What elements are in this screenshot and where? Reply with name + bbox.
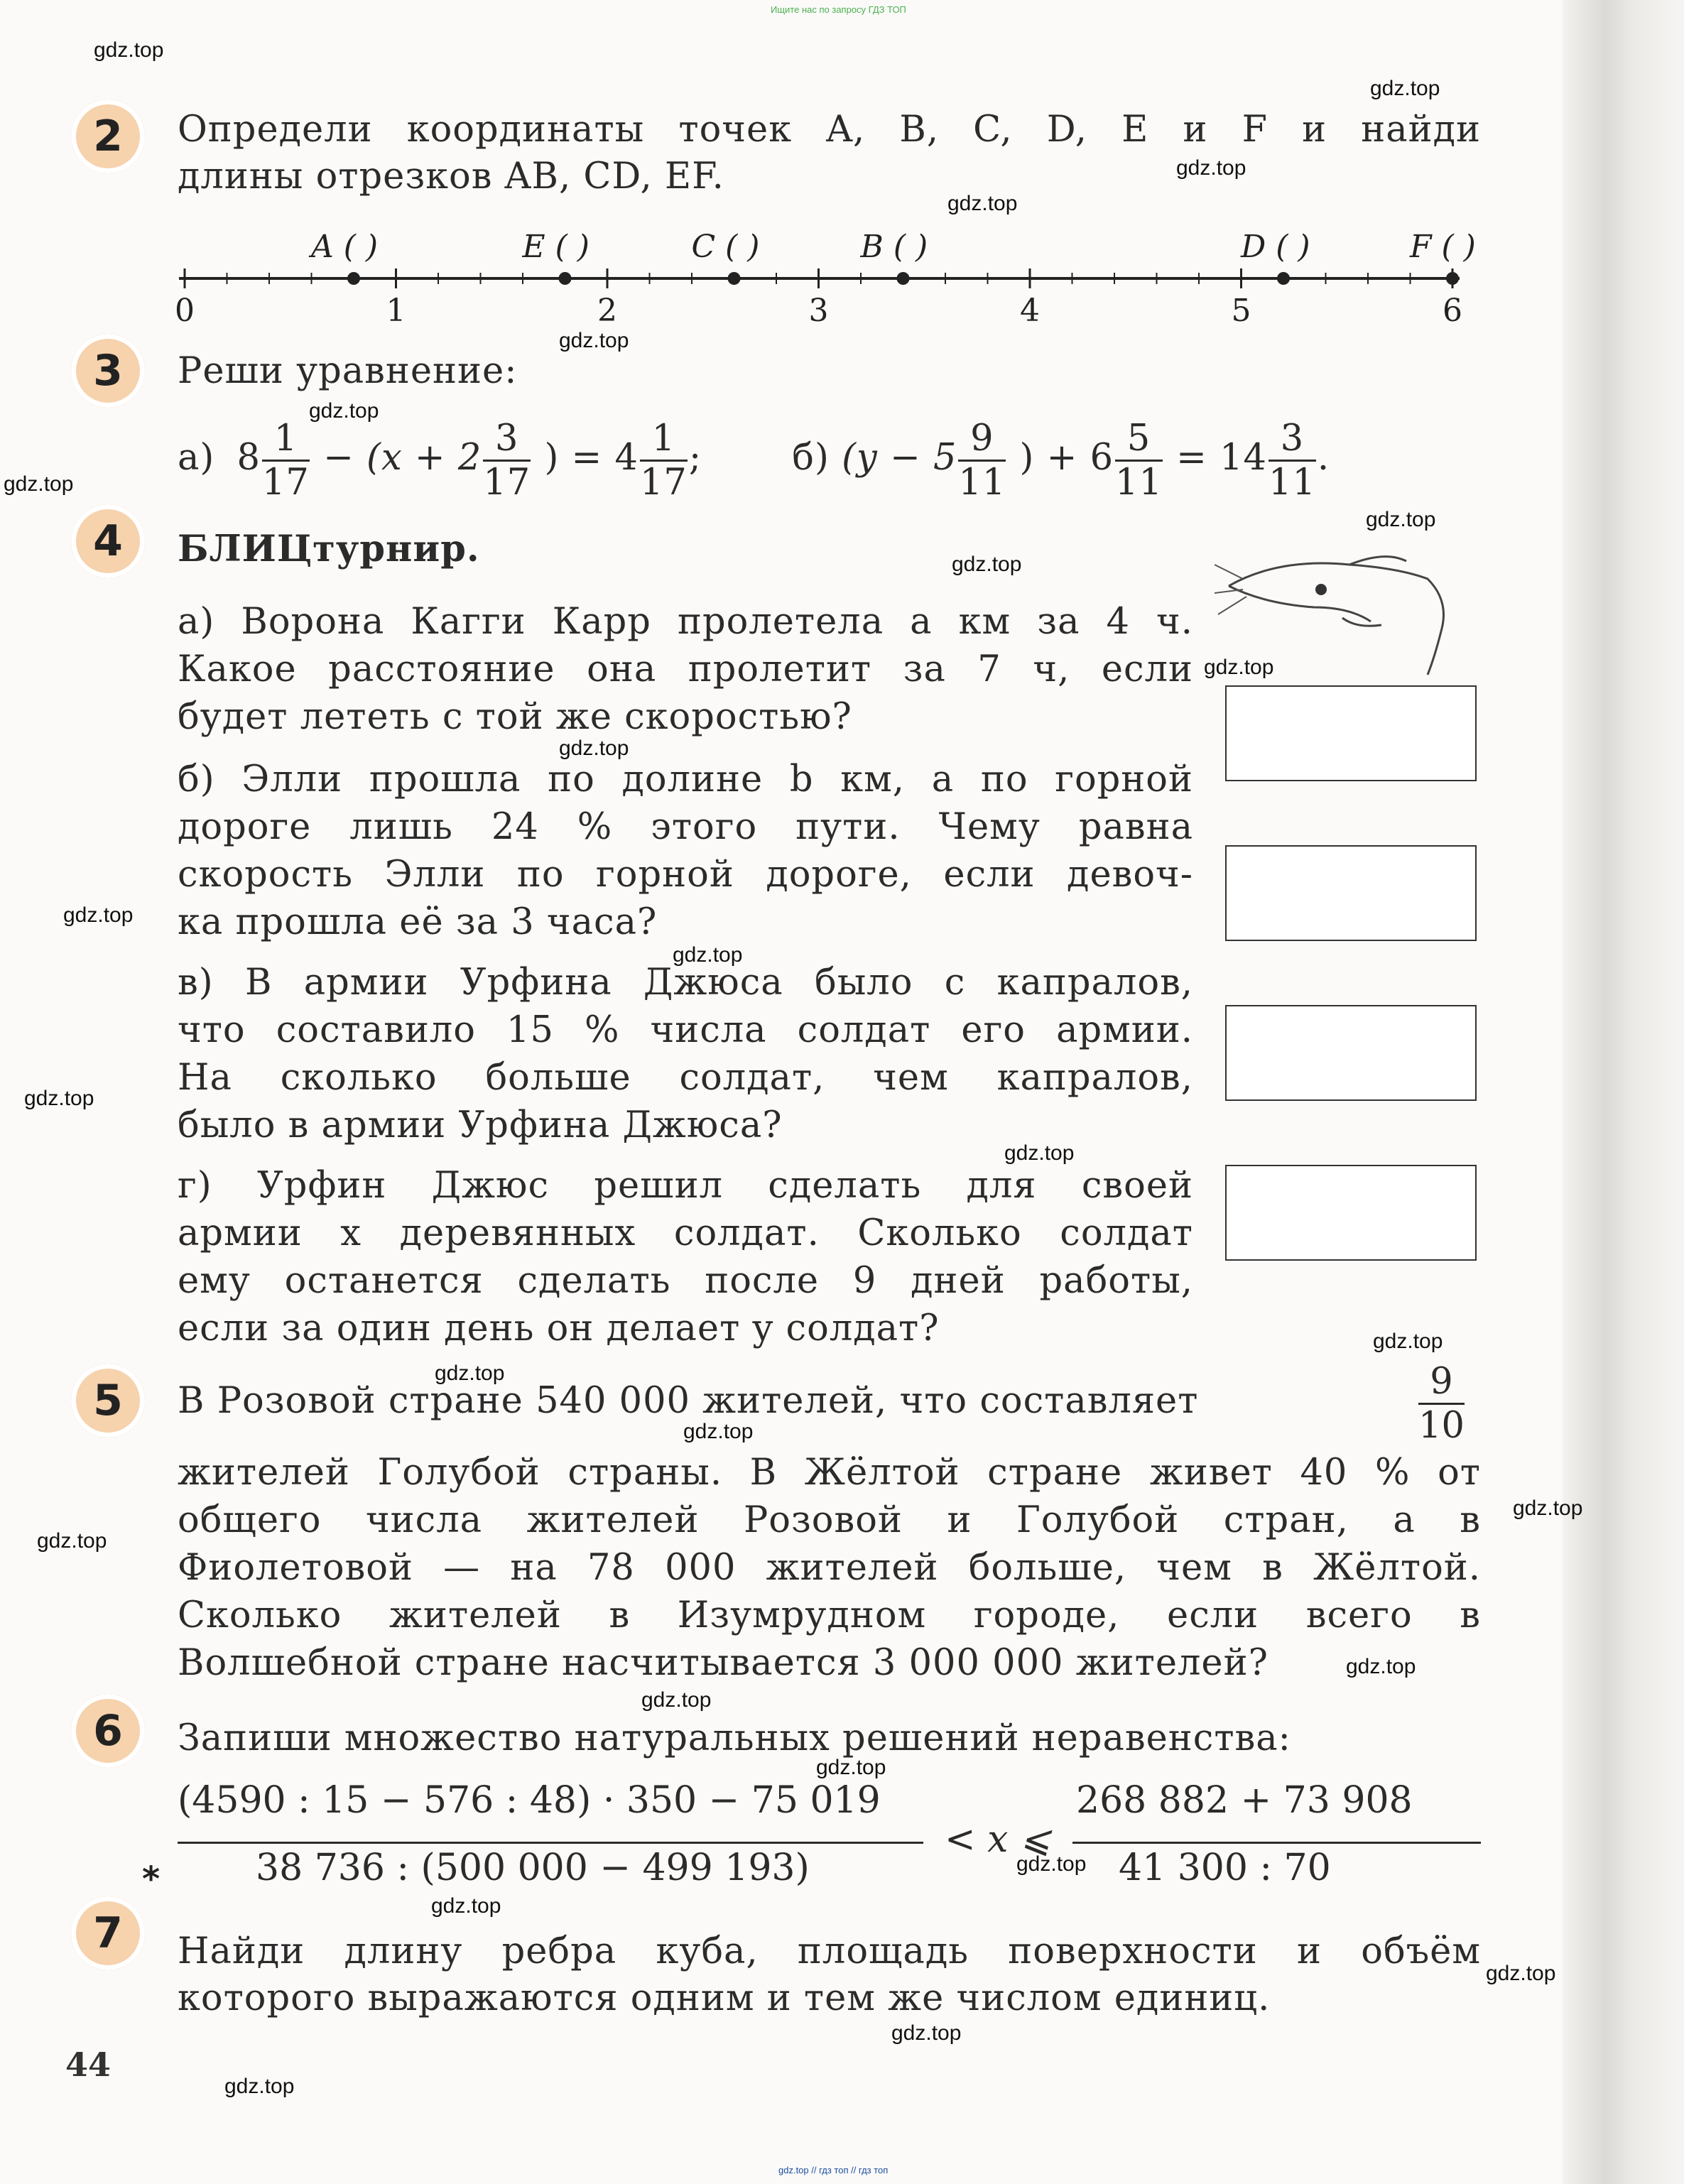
- watermark-text: gdz.top: [559, 737, 629, 760]
- t4d-line: ему останется сделать после 9 дней работы,: [178, 1260, 1193, 1302]
- inequality-left-numerator: (4590 : 15 − 576 : 48) · 350 − 75 019: [178, 1779, 881, 1822]
- eq-b-num3: 3: [1269, 420, 1316, 462]
- number-line-point-label: B ( ): [860, 229, 928, 265]
- number-line-point: [347, 272, 360, 285]
- page-number: 44: [65, 2046, 112, 2084]
- task-7-badge: 7: [71, 1896, 145, 1970]
- number-line-tick-label: 6: [1443, 293, 1462, 329]
- eq-b-num2: 5: [1115, 420, 1163, 462]
- eq-b-frac2: [1115, 417, 1163, 504]
- watermark-text: gdz.top: [94, 38, 164, 62]
- t5-line: Волшебной стране насчитывается 3 000 000 жителей?: [178, 1642, 1269, 1684]
- task-6-title: Запиши множество натуральных решений неравенства:: [178, 1717, 1291, 1759]
- t4c-line: На сколько больше солдат, чем капралов,: [178, 1057, 1193, 1099]
- t4c-line: было в армии Урфина Джюса?: [178, 1104, 783, 1146]
- inequality-middle: < x ⩽: [945, 1818, 1051, 1861]
- watermark-text: gdz.top: [641, 1688, 712, 1712]
- task-2-line-1: Определи координаты точек A, B, C, D, E и F и найди: [178, 109, 1481, 151]
- task-4-badge: 4: [71, 504, 145, 578]
- task-6-badge: 6: [71, 1694, 145, 1768]
- task-5-body: [178, 1449, 1481, 1687]
- eq-a-frac3: [639, 417, 688, 504]
- eq-a-eq: ) = 4: [544, 437, 639, 479]
- number-line-point: [897, 272, 910, 285]
- number-line-point: [1277, 272, 1290, 285]
- task-4a: [178, 598, 1193, 741]
- task-2-badge: 2: [71, 99, 145, 173]
- number-line-point-label: F ( ): [1410, 229, 1476, 265]
- watermark-text: gdz.top: [683, 1420, 754, 1443]
- watermark-text: gdz.top: [952, 553, 1022, 576]
- bottom-note: gdz.top // гдз топ // гдз топ: [778, 2165, 889, 2175]
- number-line-tick-label: 5: [1231, 293, 1251, 329]
- t4d-line: если за один день он делает y солдат?: [178, 1308, 940, 1349]
- eq-b-eq: = 14: [1176, 437, 1267, 479]
- watermark-text: gdz.top: [1176, 156, 1246, 180]
- watermark-text: gdz.top: [947, 192, 1018, 215]
- number-line-point-label: C ( ): [691, 229, 760, 265]
- eq-a-frac2: [483, 417, 531, 504]
- eq-a-label: а): [178, 437, 215, 479]
- task-4-title: БЛИЦтурнир.: [178, 528, 480, 570]
- eq-a-den1: 17: [261, 461, 310, 504]
- task-3-title: Реши уравнение:: [178, 350, 518, 392]
- t5-line: Сколько жителей в Изумрудном городе, если всего в: [178, 1594, 1481, 1636]
- number-line-point-label: E ( ): [522, 229, 590, 265]
- eq-a-den3: 17: [639, 461, 688, 504]
- watermark-text: gdz.top: [4, 472, 74, 496]
- eq-a-num1: 1: [262, 420, 310, 462]
- eq-b-label: б): [792, 437, 830, 479]
- eq-a-num2: 3: [483, 420, 531, 462]
- watermark-text: gdz.top: [1346, 1655, 1416, 1678]
- eq-b-den1: 11: [958, 461, 1006, 504]
- watermark-text: gdz.top: [309, 399, 379, 423]
- task-5-line-1: В Розовой стране 540 000 жителей, что составляет: [178, 1380, 1199, 1422]
- watermark-text: gdz.top: [1204, 656, 1274, 679]
- watermark-text: gdz.top: [224, 2075, 295, 2098]
- eq-b-mid: ) + 6: [1019, 437, 1114, 479]
- eq-a-num3: 1: [640, 420, 688, 462]
- number-line-tick-label: 2: [597, 293, 617, 329]
- eq-b-frac3: [1269, 417, 1316, 504]
- t4c-line: что составило 15 % числа солдат его армии.: [178, 1009, 1193, 1051]
- mouse-illustration: [1215, 536, 1449, 678]
- eq-a-mid: − (x + 2: [323, 437, 482, 479]
- watermark-text: gdz.top: [1370, 77, 1440, 100]
- eq-b-den2: 11: [1115, 461, 1163, 504]
- task-5-frac-den: 10: [1418, 1405, 1465, 1447]
- t4d-line: г) Урфин Джюс решил сделать для своей: [178, 1165, 1193, 1207]
- task-7-line-2: которого выражаются одним и тем же числом единиц.: [178, 1977, 1271, 2019]
- watermark-text: gdz.top: [1486, 1962, 1556, 1985]
- t4b-line: ка прошла её за 3 часа?: [178, 901, 658, 943]
- t4a-line: а) Ворона Кагги Карр пролетела a км за 4 ч.: [178, 601, 1193, 643]
- inequality-left-denominator: 38 736 : (500 000 − 499 193): [256, 1847, 810, 1889]
- eq-a-frac1: [261, 417, 310, 504]
- t4b-line: скорость Элли по горной дороге, если девоч-: [178, 854, 1193, 896]
- t5-line: общего числа жителей Розовой и Голубой стран, а в: [178, 1499, 1481, 1541]
- number-line-point: [1446, 272, 1459, 285]
- task-2-line-2: длины отрезков AB, CD, EF.: [178, 156, 724, 197]
- eq-a-den2: 17: [483, 461, 531, 504]
- t4b-line: дороге лишь 24 % этого пути. Чему равна: [178, 806, 1193, 848]
- watermark-text: gdz.top: [24, 1087, 94, 1110]
- task-3-equations: [178, 412, 1481, 504]
- watermark-text: gdz.top: [1004, 1141, 1075, 1165]
- eq-b-end: .: [1317, 437, 1330, 479]
- task-4c: [178, 959, 1193, 1149]
- inequality-left-bar: [178, 1842, 923, 1844]
- watermark-text: gdz.top: [37, 1529, 107, 1553]
- task-4b: [178, 756, 1193, 946]
- t5-line: жителей Голубой страны. В Жёлтой стране живет 40 % от: [178, 1452, 1481, 1494]
- watermark-text: gdz.top: [1373, 1330, 1443, 1353]
- answer-box-b[interactable]: [1225, 845, 1477, 941]
- eq-b-start: (y − 5: [842, 437, 957, 479]
- answer-box-c[interactable]: [1225, 1005, 1477, 1101]
- number-line-point: [559, 272, 572, 285]
- task-5-badge: 5: [71, 1364, 145, 1438]
- watermark-text: gdz.top: [1366, 508, 1436, 531]
- inequality-right-denominator: 41 300 : 70: [1119, 1847, 1331, 1889]
- watermark-text: gdz.top: [891, 2021, 962, 2045]
- watermark-text: gdz.top: [63, 903, 134, 927]
- page-gutter-shadow: [1563, 0, 1684, 2184]
- watermark-text: gdz.top: [673, 943, 743, 967]
- answer-box-d[interactable]: [1225, 1165, 1477, 1261]
- number-line-tick-label: 0: [175, 293, 195, 329]
- task-7-star: *: [142, 1859, 161, 1899]
- eq-a-whole1: 8: [237, 437, 261, 479]
- number-line-point-label: A ( ): [311, 229, 379, 265]
- watermark-text: gdz.top: [816, 1756, 886, 1779]
- inequality-right-bar: [1072, 1842, 1481, 1844]
- number-line-tick-label: 3: [808, 293, 829, 329]
- t4a-line: будет лететь с той же скоростью?: [178, 696, 852, 738]
- task-5-fraction: [1417, 1361, 1466, 1447]
- number-line-tick-label: 4: [1020, 293, 1040, 329]
- t5-line: Фиолетовой — на 78 000 жителей больше, чем в Жёлтой.: [178, 1547, 1481, 1589]
- number-line-tick-label: 1: [386, 293, 406, 329]
- number-line-point: [728, 272, 741, 285]
- watermark-text: gdz.top: [1513, 1496, 1583, 1520]
- t4d-line: армии x деревянных солдат. Сколько солдат: [178, 1212, 1193, 1254]
- task-3-badge: 3: [71, 334, 145, 408]
- t4c-line: в) В армии Урфина Джюса было c капралов,: [178, 962, 1193, 1004]
- watermark-text: gdz.top: [1016, 1852, 1087, 1876]
- task-4d: [178, 1162, 1193, 1352]
- eq-b-frac1: [958, 417, 1006, 504]
- inequality-right-numerator: 268 882 + 73 908: [1076, 1779, 1413, 1822]
- task-7-line-1: Найди длину ребра куба, площадь поверхности и объём: [178, 1930, 1481, 1972]
- t4a-line: Какое расстояние она пролетит за 7 ч, если: [178, 648, 1193, 690]
- task-5-frac-num: 9: [1418, 1364, 1465, 1405]
- number-line: [170, 213, 1492, 337]
- number-line-point-label: D ( ): [1241, 229, 1310, 265]
- eq-a-end: ;: [688, 437, 702, 479]
- t4b-line: б) Элли прошла по долине b км, а по горной: [178, 759, 1193, 800]
- eq-b-num1: 9: [958, 420, 1006, 462]
- answer-box-a[interactable]: [1225, 685, 1477, 781]
- watermark-text: gdz.top: [435, 1362, 505, 1385]
- watermark-text: gdz.top: [559, 329, 629, 352]
- top-note: Ищите нас по запросу ГДЗ ТОП: [771, 4, 906, 15]
- watermark-text: gdz.top: [431, 1894, 501, 1918]
- eq-b-den3: 11: [1269, 461, 1316, 504]
